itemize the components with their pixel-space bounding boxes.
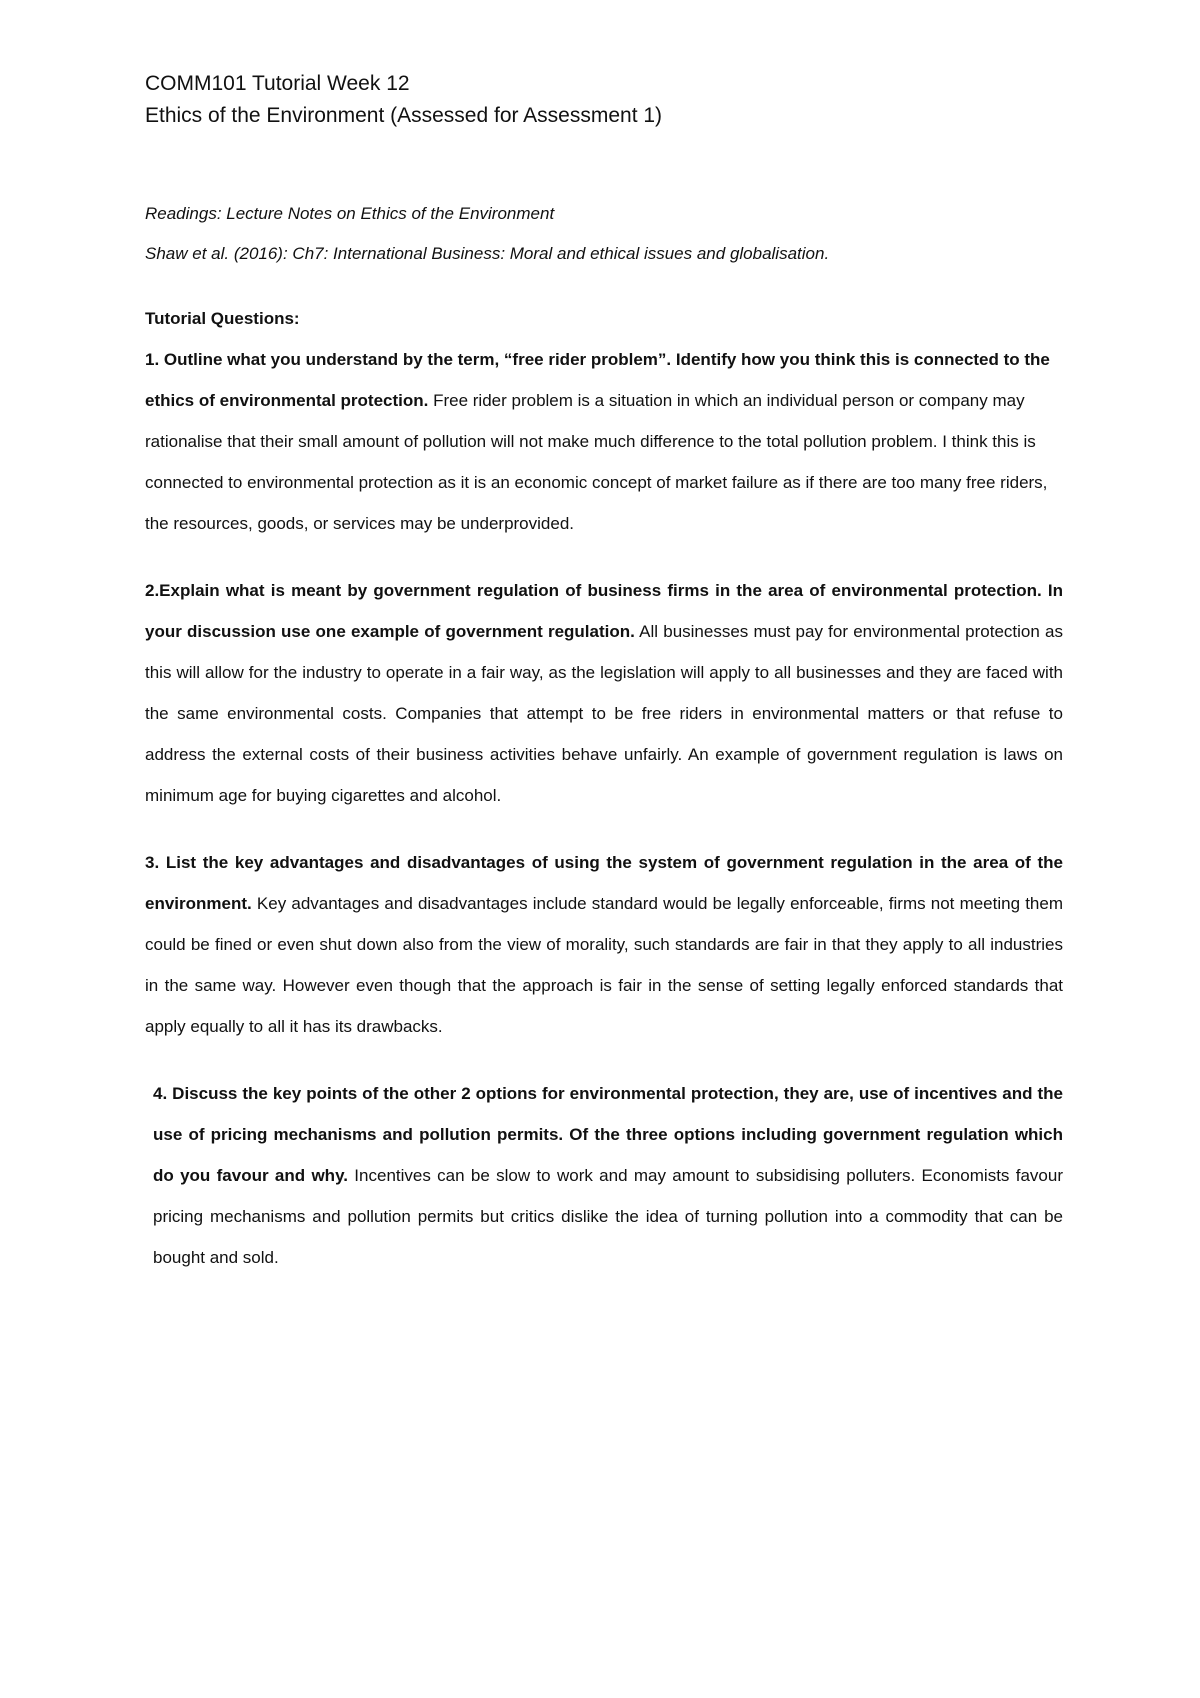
reading-textbook: Shaw et al. (2016): Ch7: International Business: Moral and ethical issues and globalisation. (145, 244, 830, 263)
question-3-prompt: 3. List the key advantages and disadvantages of using the system of government regulation in the area of the environment. (145, 853, 1063, 913)
document-content (145, 68, 1063, 1304)
question-3 (145, 842, 1063, 1047)
question-1-prompt: 1. Outline what you understand by the term, “free rider problem”. Identify how you think this is connected to the ethics of environmental protection. (145, 350, 1050, 410)
question-4-prompt: 4. Discuss the key points of the other 2 options for environmental protection, they are, use of incentives and the use of pricing mechanisms and pollution permits. Of the three options including government regulation which do you favour and why. (153, 1084, 1063, 1185)
readings-section (145, 204, 1063, 264)
question-2-prompt: 2.Explain what is meant by government regulation of business firms in the area of environmental protection. In your discussion use one example of government regulation. (145, 581, 1063, 641)
reading-lecture-notes: Readings: Lecture Notes on Ethics of the Environment (145, 204, 555, 223)
question-2 (145, 570, 1063, 816)
question-1-answer: Free rider problem is a situation in which an individual person or company may rationalise that their small amount of pollution will not make much difference to the total pollution problem. I think this is connected to environmental protection as it is an economic concept of market failure as if there are too many free riders, the resources, goods, or services may be underprovided. (145, 391, 1048, 533)
topic-title: Ethics of the Environment (Assessed for Assessment 1) (145, 104, 663, 127)
course-title: COMM101 Tutorial Week 12 (145, 72, 410, 95)
tutorial-questions-heading: Tutorial Questions: (145, 309, 300, 328)
question-4-answer: Incentives can be slow to work and may amount to subsidising polluters. Economists favour pricing mechanisms and pollution permits but critics dislike the idea of turning pollution into a commodity that can be bought and sold. (153, 1166, 1063, 1267)
question-2-answer: All businesses must pay for environmental protection as this will allow for the industry to operate in a fair way, as the legislation will apply to all businesses and they are faced with the same environmental costs. Companies that attempt to be free riders in environmental matters or that refuse to address the external costs of their business activities behave unfairly. An example of government regulation is laws on minimum age for buying cigarettes and alcohol. (145, 622, 1063, 805)
question-4 (145, 1073, 1063, 1278)
question-3-answer: Key advantages and disadvantages include standard would be legally enforceable, firms not meeting them could be fined or even shut down also from the view of morality, such standards are fair in that they apply to all industries in the same way. However even though that the approach is fair in the sense of setting legally enforced standards that apply equally to all it has its drawbacks. (145, 894, 1063, 1036)
question-1 (145, 339, 1063, 544)
